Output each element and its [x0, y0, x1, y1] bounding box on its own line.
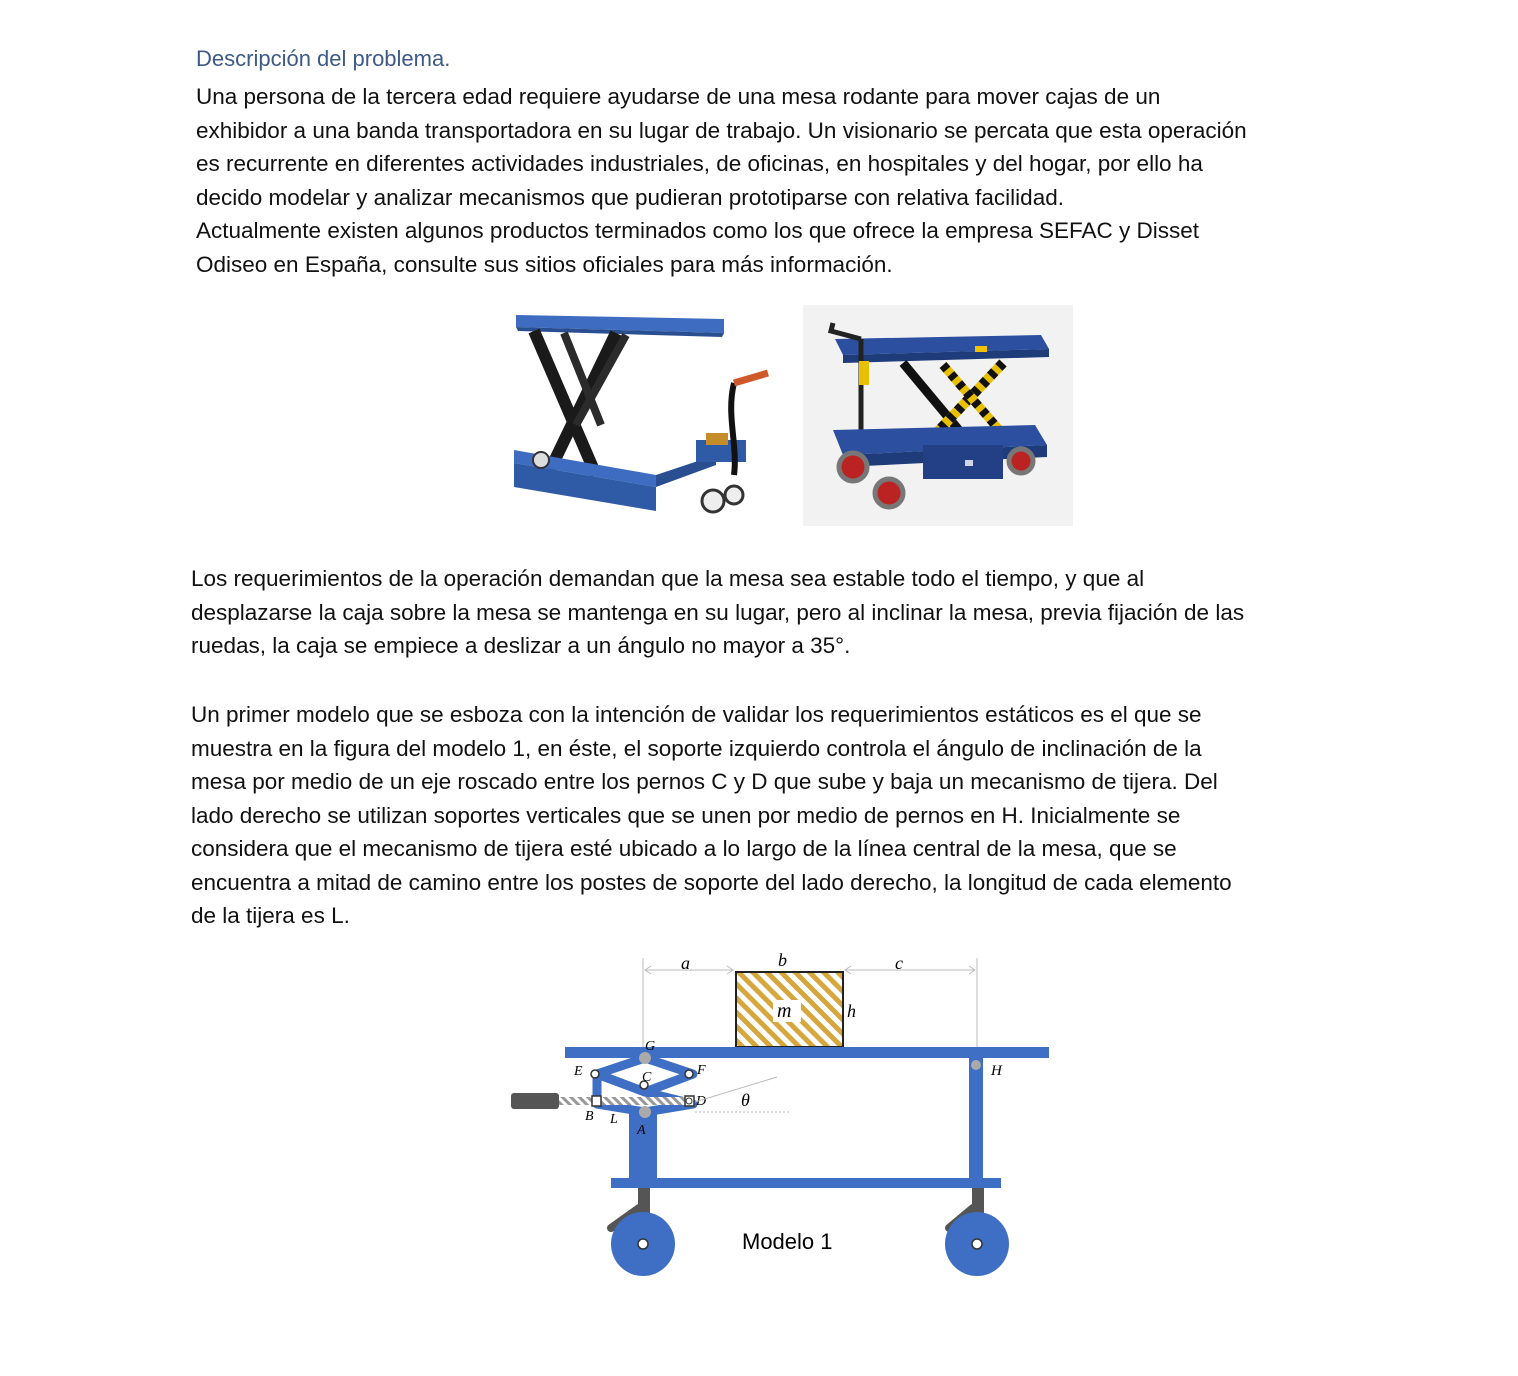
label-F: F: [697, 1063, 706, 1078]
model-1-diagram: [505, 940, 1065, 1285]
label-H: H: [991, 1063, 1002, 1079]
lower-frame: [611, 1178, 1001, 1188]
label-G: G: [645, 1039, 656, 1054]
text-line: Odiseo en España, consulte sus sitios oficiales para más información.: [196, 251, 893, 277]
label-E: E: [574, 1064, 583, 1079]
label-b: b: [778, 950, 787, 970]
label-C: C: [642, 1070, 652, 1085]
text-line: Actualmente existen algunos productos terminados como los que ofrece la empresa SEFAC y Disset: [196, 218, 1199, 243]
text-line: Una persona de la tercera edad requiere ayudarse de una mesa rodante para mover cajas de un: [196, 84, 1161, 109]
scissor-lift-photo-1: [506, 305, 774, 523]
scissor-lift-photo-2: [803, 305, 1073, 526]
text-line: de la tijera es L.: [191, 903, 350, 928]
text-line: considera que el mecanismo de tijera esté ubicado a lo largo de la línea central de la mesa, que se: [191, 836, 1177, 861]
crank-handle: [511, 1093, 559, 1109]
text-line: decido modelar y analizar mecanismos que pudieran prototiparse con relativa facilidad.: [196, 184, 1064, 210]
paragraph-requirements: [191, 562, 1358, 663]
text-line: desplazarse la caja sobre la mesa se mantenga en su lugar, pero al inclinar la mesa, previa fijación de las: [191, 599, 1245, 625]
label-B: B: [585, 1109, 594, 1124]
text-line: muestra en la figura del modelo 1, en éste, el soporte izquierdo controla el ángulo de inclinación de la: [191, 735, 1202, 761]
label-h: h: [847, 1001, 856, 1021]
text-line: mesa por medio de un eje roscado entre los pernos C y D que sube y baja un mecanismo de tijera. Del: [191, 769, 1218, 794]
text-line: exhibidor a una banda transportadora en su lugar de trabajo. Un visionario se percata que esta operación: [196, 117, 1247, 143]
label-A: A: [637, 1123, 646, 1138]
text-line: es recurrente en diferentes actividades industriales, de oficinas, en hospitales y del hogar, por ello ha: [196, 151, 1203, 176]
label-a: a: [681, 953, 690, 973]
text-line: lado derecho se utilizan soportes verticales que se unen por medio de pernos en H. Inicialmente se: [191, 802, 1181, 828]
label-m: m: [777, 1000, 792, 1022]
label-c: c: [895, 953, 903, 973]
text-line: ruedas, la caja se empiece a deslizar a un ángulo no mayor a 35°.: [191, 633, 851, 658]
text-line: Los requerimientos de la operación demandan que la mesa sea estable todo el tiempo, y que al: [191, 566, 1145, 591]
right-support: [969, 1058, 983, 1183]
paragraph-intro: [196, 80, 1350, 281]
text-line: Un primer modelo que se esboza con la intención de validar los requerimientos estáticos es el que se: [191, 702, 1202, 727]
section-heading: Descripción del problema.: [196, 46, 451, 71]
diagram-caption: Modelo 1: [742, 1229, 833, 1254]
label-D: D: [696, 1094, 707, 1109]
label-theta: θ: [741, 1090, 750, 1110]
label-L: L: [610, 1112, 618, 1127]
text-line: encuentra a mitad de camino entre los postes de soporte del lado derecho, la longitud de cada elemento: [191, 869, 1232, 895]
paragraph-model: [191, 698, 1358, 933]
